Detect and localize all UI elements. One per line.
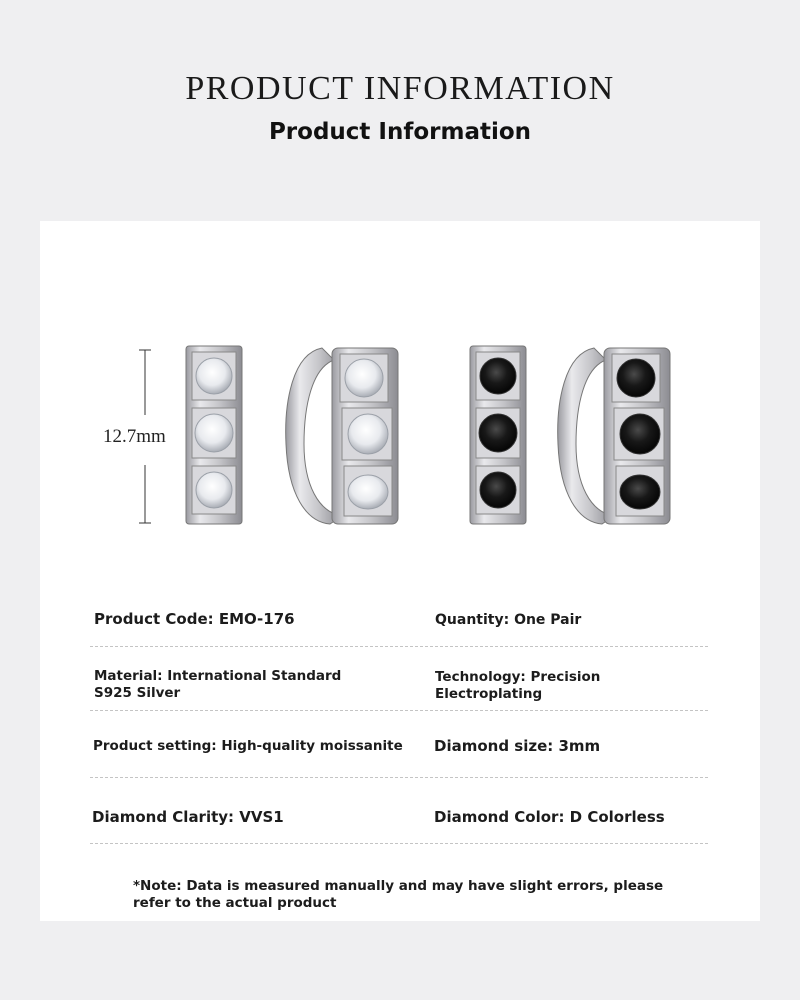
product-setting: Product setting: High-quality moissanite: [93, 738, 403, 754]
diamond-size: Diamond size: 3mm: [434, 737, 601, 755]
material: Material: International Standard S925 Silver: [94, 668, 342, 701]
dimension-label: 12.7mm: [103, 426, 166, 447]
page-title: PRODUCT INFORMATION: [185, 70, 615, 107]
quantity: Quantity: One Pair: [435, 612, 582, 628]
black-earring-side-image: [554, 344, 676, 530]
diamond-clarity: Diamond Clarity: VVS1: [92, 808, 284, 826]
technology: Technology: Precision Electroplating: [435, 669, 601, 702]
white-earring-side-image: [282, 344, 404, 530]
white-earring-front-image: [182, 344, 248, 530]
page-subtitle: Product Information: [268, 119, 532, 145]
measurement-note: *Note: Data is measured manually and may have slight errors, please refer to the actual product: [133, 878, 664, 911]
black-earring-front-image: [466, 344, 532, 530]
product-code: Product Code: EMO-176: [94, 610, 295, 628]
diamond-color: Diamond Color: D Colorless: [434, 808, 665, 826]
